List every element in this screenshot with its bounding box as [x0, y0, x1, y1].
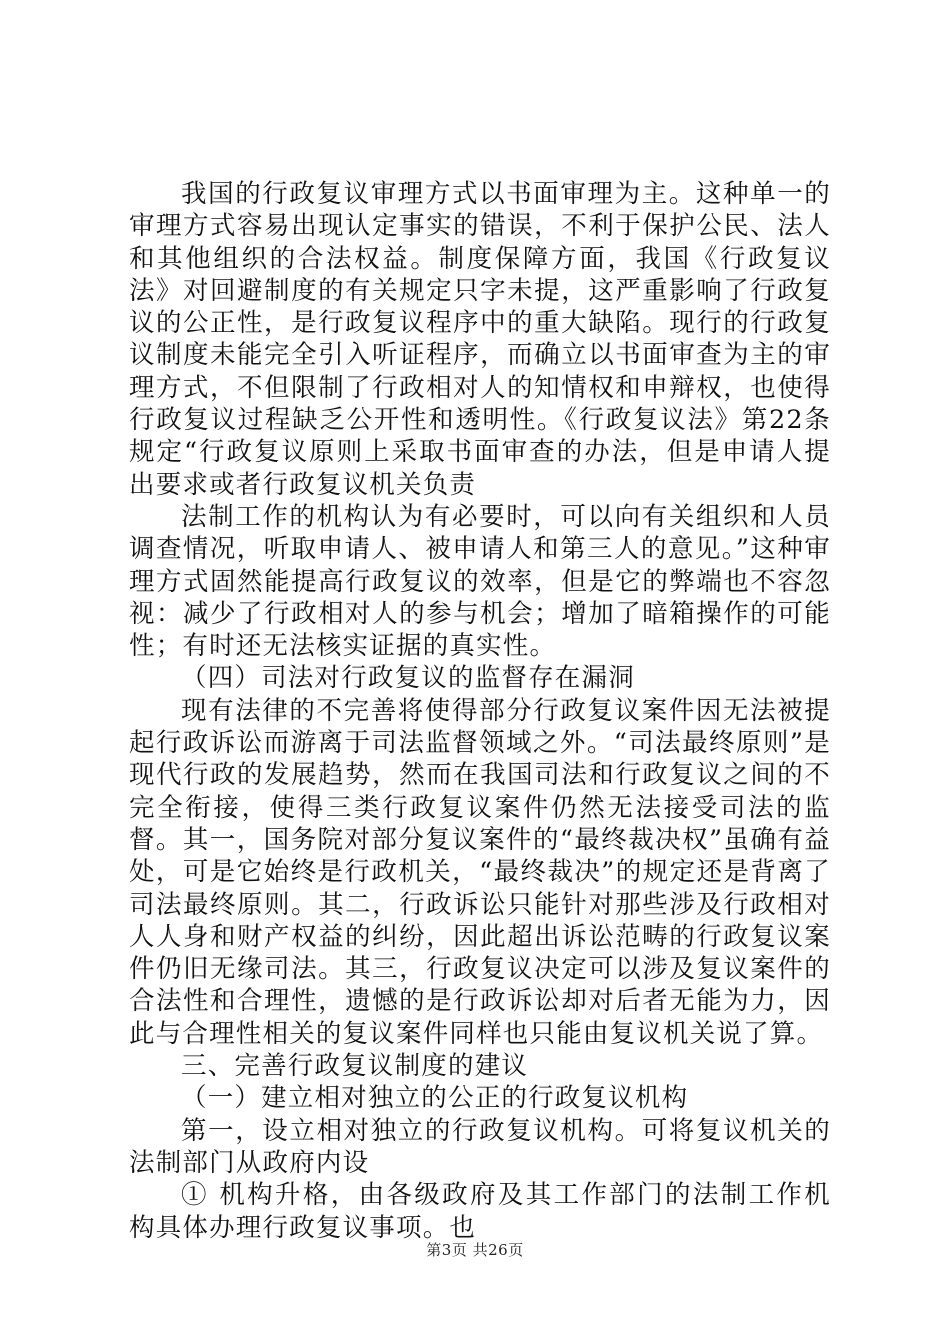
subsection-heading-independent-agency: （一）建立相对独立的公正的行政复议机构	[181, 1083, 689, 1114]
paragraph-footnote-item: ① 机构升格，由各级政府及其工作部门的法制工作机构具体办理行政复议事项。也	[129, 1180, 831, 1243]
paragraph-review-method: 我国的行政复议审理方式以书面审理为主。这种单一的审理方式容易出现认定事实的错误，不利于保护公民、法人和其他组织的合法权益。制度保障方面，我国《行政复议法》对回避制度的有关规定只字未提，这严重影响了行政复议的公正性，是行政复议程序中的重大缺陷。现行的行政复议制度未能完全引入听证程序，而确立以书面审查为主的审理方式，不但限制了行政相对人的知情权和申辩权，也使得行政复议过程缺乏公开性和透明性。《行政复议法》第22条规定“行政复议原则上采取书面审查的办法，但是申请人提出要求或者行政复议机关负责	[129, 179, 831, 500]
section-heading-judicial-supervision: （四）司法对行政复议的监督存在漏洞	[181, 663, 635, 694]
paragraph-judicial-supervision: 现有法律的不完善将使得部分行政复议案件因无法被提起行政诉讼而游离于司法监督领域之外。“司法最终原则”是现代行政的发展趋势，然而在我国司法和行政复议之间的不完全衔接，使得三类行政复议案件仍然无法接受司法的监督。其一，国务院对部分复议案件的“最终裁决权”虽确有益处，可是它始终是行政机关，“最终裁决”的规定还是背离了司法最终原则。其二，行政诉讼只能针对那些涉及行政相对人人身和财产权益的纠纷，因此超出诉讼范畴的行政复议案件仍旧无缘司法。其三，行政复议决定可以涉及复议案件的合法性和合理性，遗憾的是行政诉讼却对后者无能为力，因此与合理性相关的复议案件同样也只能由复议机关说了算。	[129, 695, 831, 1049]
paragraph-first-suggestion: 第一，设立相对独立的行政复议机构。可将复议机关的法制部门从政府内设	[129, 1115, 831, 1178]
paragraph-review-drawbacks: 法制工作的机构认为有必要时，可以向有关组织和人员调查情况，听取申请人、被申请人和第三人的意见。”这种审理方式固然能提高行政复议的效率，但是它的弊端也不容忽视：减少了行政相对人的参与机会；增加了暗箱操作的可能性；有时还无法核实证据的真实性。	[129, 501, 831, 662]
document-body	[129, 178, 831, 1244]
page-footer: 第3页 共26页	[426, 1241, 524, 1259]
section-heading-suggestions: 三、完善行政复议制度的建议	[181, 1051, 529, 1082]
